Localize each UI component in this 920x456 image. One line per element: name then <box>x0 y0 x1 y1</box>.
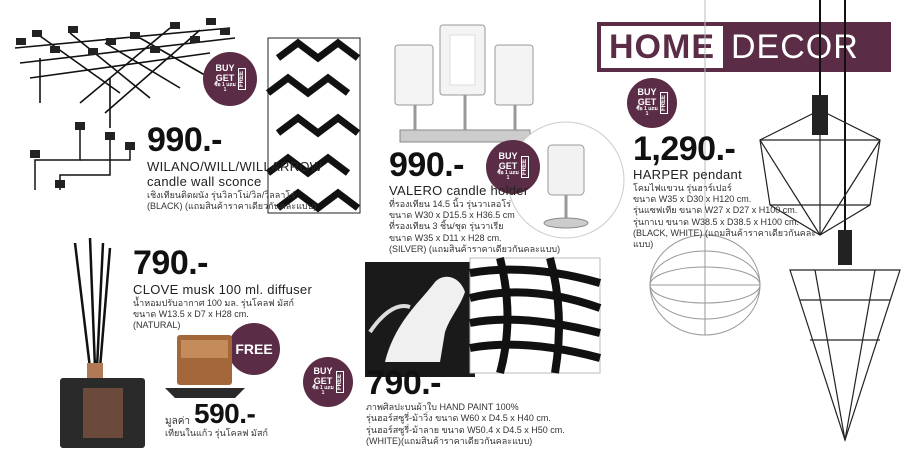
clove-name: CLOVE musk 100 ml. diffuser <box>133 282 313 297</box>
zebra-canvas-painting-image <box>470 258 600 373</box>
horse-canvas-painting-image <box>365 262 475 377</box>
painting-price: 790.- <box>366 364 441 402</box>
wilano-type: candle wall sconce <box>147 173 262 189</box>
valero-name: VALERO candle holder <box>389 183 529 198</box>
wilano-info: 990.- WILANO/WILL/WILLARROW candle wall sconce เชิงเทียนติดผนัง รุ่นวิลาโน่/วิล/วิลลาโร่ (BLACK) (แถมสินค้าราคาเดียวกันคละแบบ) <box>147 123 327 212</box>
painting-info: 790.- ภาพศิลปะบนผ้าใบ HAND PAINT 100% รุ่นฮอร์สซูรี่-ม้าวิ่ง ขนาด W60 x D4.5 x H40 cm. รุ่นฮอร์สซูรี่-ม้าลาย ขนาด W50.4 x D4.5 x H50 cm. (WHITE)(แถมสินค้าราคาเดียวกันคละแบบ) <box>366 366 626 447</box>
clove-gift-info: มูลค่า 590.- เทียนในแก้ว รุ่นโคลฟ มัสก์ <box>165 398 268 438</box>
buy-get-badge-painting: BUY GET ซื้อ 1 แถม 1 FREE <box>303 357 353 407</box>
wilano-name: WILANO/WILL/WILLARROW <box>147 159 323 174</box>
clove-price: 790.- <box>133 244 208 282</box>
clove-gift-price: 590.- <box>194 398 256 429</box>
buy-get-badge-valero: BUY GET ซื้อ 1 แถม 1 FREE <box>486 140 540 194</box>
candle-sconce-small-image <box>30 120 150 210</box>
free-badge: FREE <box>228 323 280 375</box>
valero-candle-holder-image <box>390 20 540 150</box>
valero-info: 990.- VALERO candle holder ที่รองเทียน 14.5 นิ้ว รุ่นวาเลอโร่ ขนาด W30 x D15.5 x H36.5 cm ที่รองเทียน 3 ชิ้น/ชุด รุ่นวาเรีย ขนาด W35 x D11 x H28 cm. (SILVER) (แถมสินค้าราคาเดียวกันคละแบบ) <box>389 148 589 255</box>
harper-price: 1,290.- <box>633 130 736 168</box>
clove-info: 790.- CLOVE musk 100 ml. diffuser น้ำหอมปรับอากาศ 100 มล. รุ่นโคลฟ มัสก์ ขนาด W13.5 x D7 x H28 cm. (NATURAL) <box>133 246 323 332</box>
wilano-price: 990.- <box>147 121 222 159</box>
buy-get-badge-harper: BUY GET ซื้อ 1 แถม 1 FREE <box>627 78 677 128</box>
buy-get-badge: BUY GET ซื้อ 1 แถม 1 FREE <box>203 52 257 106</box>
valero-price: 990.- <box>389 146 464 184</box>
harper-info: 1,290.- HARPER pendant โคมไฟแขวน รุ่นฮาร์เปอร์ ขนาด W35 x D30 x H120 cm. รุ่นแซฟเทีย ขนาด W27 x D27 x H100 cm. รุ่นกาเบ ขนาด W38.5 x D38.5 x H100 cm. (BLACK, WHITE) (แถมสินค้าราคาเดียวกันคละแบบ) <box>633 132 823 250</box>
harper-name: HARPER pendant <box>633 167 742 182</box>
clove-candle-glass-image <box>165 330 245 400</box>
home-decor-logo: HOME DECOR <box>597 22 891 72</box>
